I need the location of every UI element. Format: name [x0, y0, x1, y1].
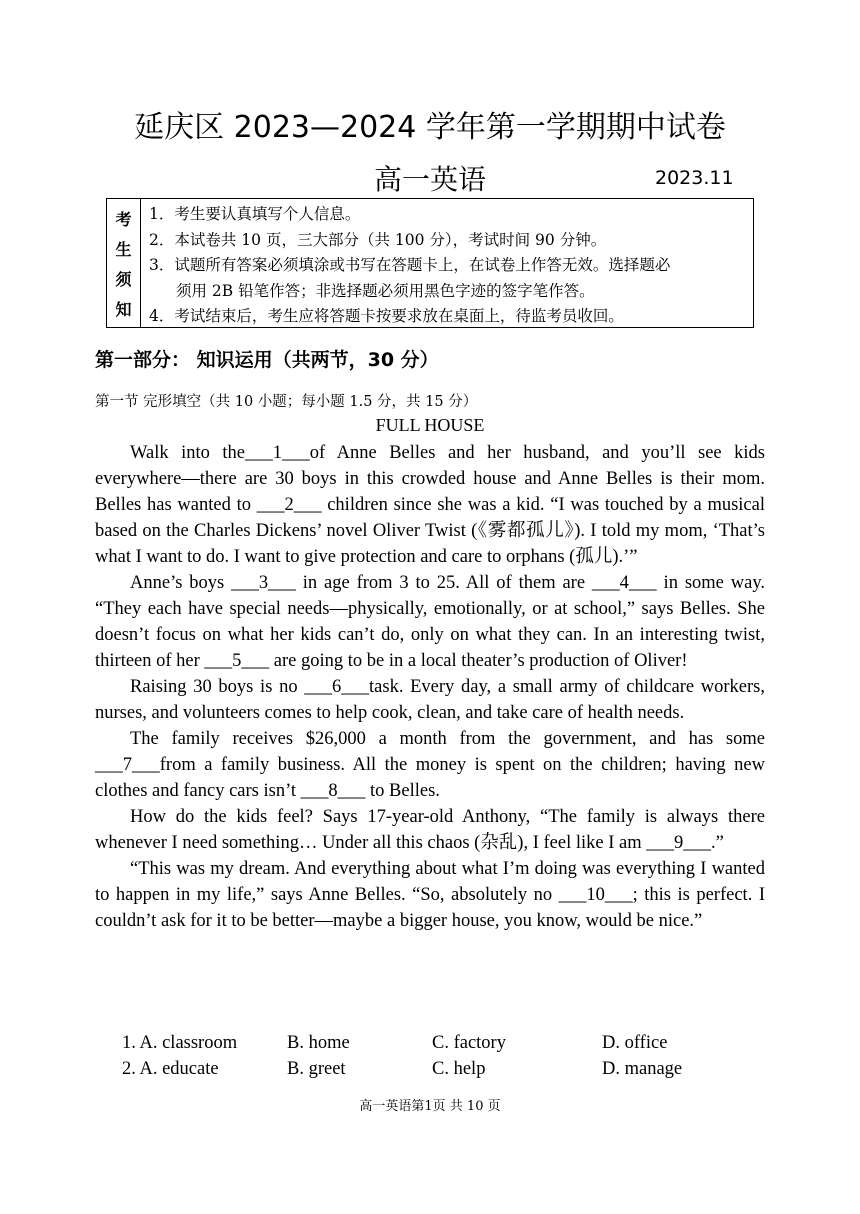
option-b: B. home [287, 1033, 350, 1053]
notice-item: 须用 2B 铅笔作答；非选择题必须用黑色字迹的签字笔作答。 [176, 281, 595, 300]
exam-subtitle: 高一英语 [373, 163, 486, 196]
option-a: 2. A. educate [122, 1059, 219, 1079]
answer-options [122, 1030, 762, 1082]
option-a: 1. A. classroom [122, 1033, 238, 1053]
notice-item: 2．本试卷共 10 页，三大部分（共 100 分），考试时间 90 分钟。 [149, 230, 607, 249]
passage-title: FULL HOUSE [375, 415, 485, 435]
page-footer: 高一英语第1页 共 10 页 [359, 1099, 501, 1114]
notice-label-char: 生 [115, 239, 132, 259]
passage-paragraph: Walk into the___1___of Anne Belles and her husband, and you’ll see kids everywhere—there are 30 boys in this crowded house and Anne Belles is their mom. Belles has wanted to ___2___ children since she was a kid. “I was touched by a musical based on the Charles Dickens’ novel Oliver Twist (《雾都孤儿》). I told my mom, ‘That’s what I want to do. I want to give protection and care to orphans (孤儿).’” [95, 443, 765, 567]
exam-date: 2023.11 [655, 167, 734, 189]
notice-label [107, 199, 141, 327]
question-row [122, 1056, 762, 1082]
part-heading: 第一部分： 知识运用（共两节，30 分） [95, 349, 439, 371]
notice-items [141, 199, 753, 327]
passage-paragraph: Raising 30 boys is no ___6___task. Every day, a small army of childcare workers, nurses, and volunteers comes to help cook, clean, and take care of health needs. [95, 677, 765, 723]
question-row [122, 1030, 762, 1056]
notice-label-char: 考 [115, 209, 132, 229]
notice-item: 3．试题所有答案必须填涂或书写在答题卡上，在试卷上作答无效。选择题必 [149, 256, 671, 274]
notice-item: 4．考试结束后，考生应将答题卡按要求放在桌面上，待监考员收回。 [149, 307, 624, 325]
option-d: D. office [602, 1033, 668, 1053]
passage-paragraph: The family receives $26,000 a month from the government, and has some ___7___from a family business. All the money is spent on the children; having new clothes and fancy cars isn’t ___8___ to Belles. [95, 729, 765, 801]
option-c: C. help [432, 1059, 486, 1079]
notice-label-char: 须 [115, 269, 132, 289]
option-d: D. manage [602, 1059, 683, 1079]
passage-paragraph: Anne’s boys ___3___ in age from 3 to 25. All of them are ___4___ in some way. “They each have special needs—physically, emotionally, or at school,” says Belles. She doesn’t focus on what her kids can’t do, only on what they can. In an interesting twist, thirteen of her ___5___ are going to be in a local theater’s production of Oliver! [95, 573, 765, 671]
passage-paragraph: “This was my dream. And everything about what I’m doing was everything I wanted to happen in my life,” says Anne Belles. “So, absolutely no ___10___; this is perfect. I couldn’t ask for it to be better—maybe a bigger house, you know, would be nice.” [95, 859, 765, 931]
cloze-passage [95, 440, 765, 934]
option-c: C. factory [432, 1033, 506, 1053]
notice-label-char: 知 [115, 299, 132, 319]
notice-item: 1．考生要认真填写个人信息。 [149, 205, 361, 223]
option-b: B. greet [287, 1059, 346, 1079]
candidate-notice-box [106, 198, 754, 328]
section-heading: 第一节 完形填空（共 10 小题；每小题 1.5 分，共 15 分） [95, 394, 478, 410]
exam-title: 延庆区 2023—2024 学年第一学期期中试卷 [134, 110, 726, 145]
passage-paragraph: How do the kids feel? Says 17-year-old Anthony, “The family is always there whenever I need something… Under all this chaos (杂乱), I feel like I am ___9___.” [95, 807, 765, 853]
